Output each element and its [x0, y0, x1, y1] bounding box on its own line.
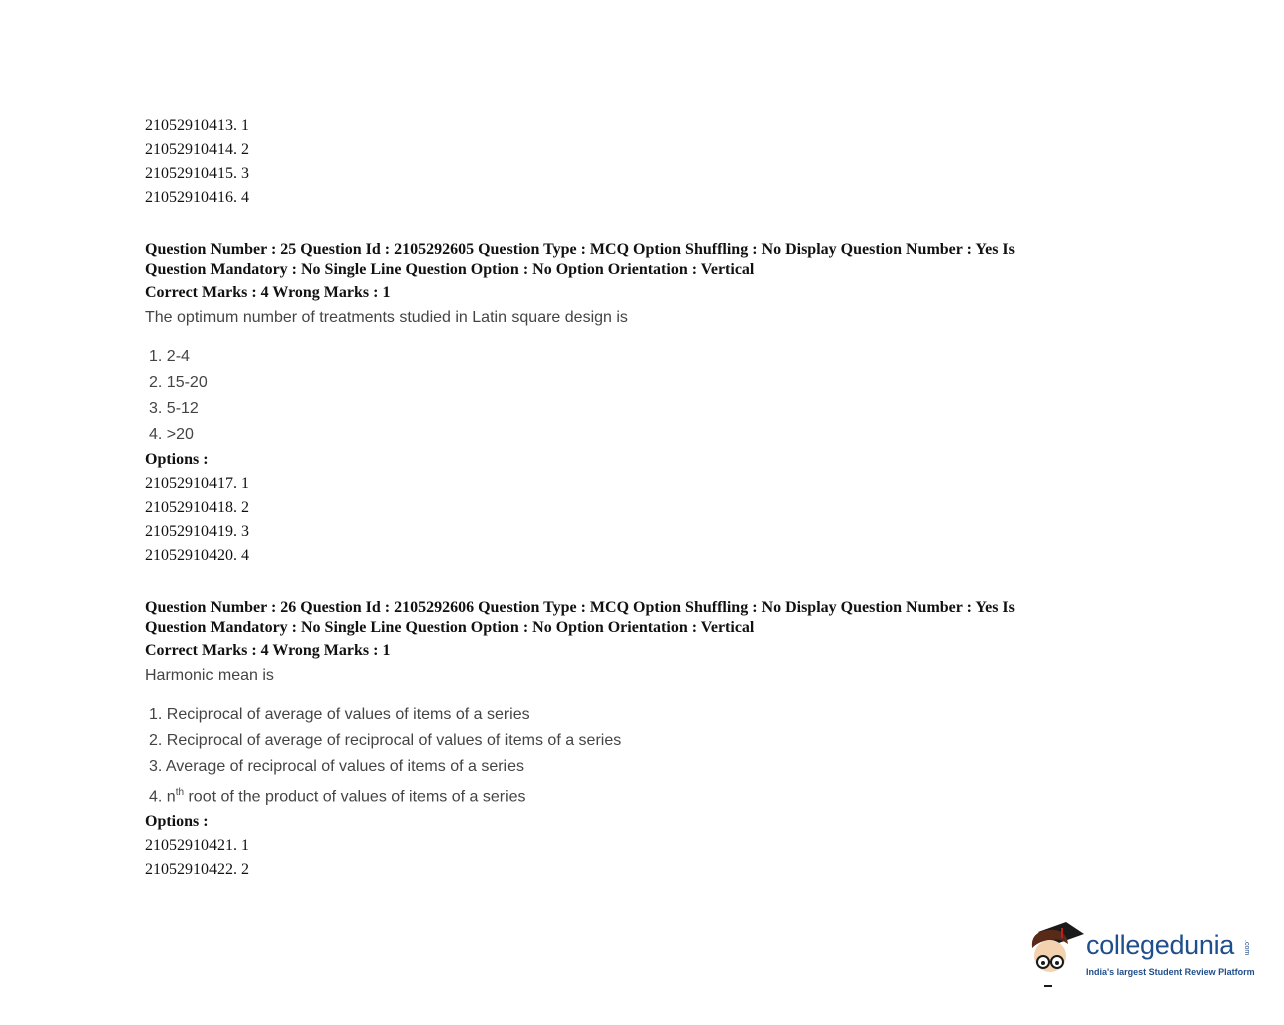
options-label: Options :: [145, 813, 209, 831]
choice-list: [145, 702, 1145, 810]
option-id: 21052910416. 4: [145, 189, 249, 206]
choice: 2. Reciprocal of average of reciprocal of values of items of a series: [149, 732, 622, 749]
choice-superscript: th: [175, 787, 185, 798]
logo-wordmark: collegedunia: [1086, 930, 1235, 960]
choice: 1. Reciprocal of average of values of items of a series: [149, 706, 530, 723]
question-text: The optimum number of treatments studied in Latin square design is: [145, 309, 628, 326]
choice-rest: root of the product of values of items of a series: [184, 788, 526, 806]
choice: 4. >20: [149, 426, 194, 443]
choice-prefix: 4. n: [149, 788, 176, 806]
question-header: Question Number : 25 Question Id : 2105292605 Question Type : MCQ Option Shuffling : No Display Question Number : Yes Is: [145, 241, 1015, 258]
question-text: Harmonic mean is: [145, 667, 274, 684]
option-id: 21052910413. 1: [145, 117, 249, 134]
question-header: Question Mandatory : No Single Line Question Option : No Option Orientation : Vertical: [145, 261, 755, 278]
choice-list: [145, 344, 1145, 448]
option-id: 21052910422. 2: [145, 861, 249, 879]
choice: 1. 2-4: [149, 348, 190, 365]
question-25: [145, 240, 1145, 568]
question-marks: Correct Marks : 4 Wrong Marks : 1: [145, 642, 391, 659]
mascot-icon: [1026, 918, 1086, 988]
logo-tagline: India's largest Student Review Platform: [1086, 967, 1255, 977]
option-id: 21052910415. 3: [145, 165, 249, 182]
document-page: [145, 114, 1145, 882]
question-header: Question Number : 26 Question Id : 2105292606 Question Type : MCQ Option Shuffling : No Display Question Number : Yes Is: [145, 599, 1015, 616]
logo-domain: .com: [1243, 940, 1250, 956]
option-id: 21052910417. 1: [145, 475, 249, 492]
option-id: 21052910420. 4: [145, 547, 249, 564]
question-26: [145, 598, 1145, 882]
option-id: 21052910419. 3: [145, 523, 249, 540]
option-id: 21052910418. 2: [145, 499, 249, 516]
question-marks: Correct Marks : 4 Wrong Marks : 1: [145, 284, 391, 301]
choice: [149, 780, 1145, 810]
choice: 3. 5-12: [149, 400, 199, 417]
option-id: 21052910414. 2: [145, 141, 249, 158]
previous-option-ids: [145, 114, 1145, 210]
option-id: 21052910421. 1: [145, 837, 249, 855]
choice: 3. Average of reciprocal of values of items of a series: [149, 758, 525, 775]
question-header: Question Mandatory : No Single Line Question Option : No Option Orientation : Vertical: [145, 619, 755, 636]
options-label: Options :: [145, 451, 209, 468]
collegedunia-logo: [1026, 918, 1266, 990]
choice: 2. 15-20: [149, 374, 208, 391]
